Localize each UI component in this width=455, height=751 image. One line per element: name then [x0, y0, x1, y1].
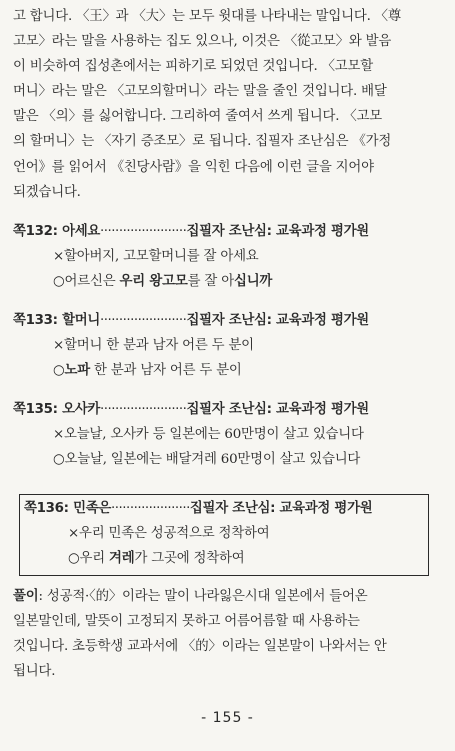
- leader-dots: ·······················: [100, 401, 187, 417]
- right-example: ○오늘날, 일본에는 배달겨레 60만명이 살고 있습니다: [53, 451, 361, 467]
- intro-paragraph: [13, 4, 439, 205]
- explanation-note: [13, 584, 439, 684]
- entry-author: 집필자 조난심:: [189, 500, 276, 516]
- entry-heading: [13, 398, 439, 422]
- entry-author: 집필자 조난심:: [186, 223, 272, 239]
- entry-word: 아세요: [62, 223, 101, 239]
- text-line: 이 비슷하여 집성촌에서는 피하기로 되었던 것입니다. 〈고모할: [13, 59, 373, 75]
- wrong-example: ×할아버지, 고모할머니를 잘 아세요: [53, 248, 259, 264]
- right-emphasis: 우리 왕고모: [119, 273, 188, 289]
- right-text: 가 그곳에 정착하여: [134, 550, 245, 566]
- correction-entry: [13, 309, 439, 383]
- note-line: [13, 584, 439, 609]
- entry-author: 집필자 조난심:: [186, 401, 272, 417]
- boxed-correction-entry: [19, 494, 429, 576]
- leader-dots: ·······················: [100, 223, 187, 239]
- text-line: 말은 〈의〉를 싫어합니다. 그리하여 줄여서 쓰게 됩니다. 〈고모: [13, 109, 382, 125]
- right-text: 를 잘 아: [187, 273, 234, 289]
- right-emphasis: 십니까: [233, 273, 273, 289]
- text-line: 고 합니다. 〈王〉과 〈大〉는 모두 윗대를 나타내는 말입니다. 〈尊: [13, 9, 402, 24]
- note-line: 일본말인데, 말뜻이 고정되지 못하고 어름어름할 때 사용하는: [13, 613, 360, 629]
- text-line: 고모〉라는 말을 사용하는 집도 있으나, 이것은 〈從고모〉와 발음: [13, 34, 392, 50]
- entry-heading: [13, 220, 439, 244]
- entry-page: 쪽136:: [24, 500, 69, 516]
- text-line: 되겠습니다.: [13, 184, 81, 200]
- text-line: 머니〉라는 말은 〈고모의할머니〉라는 말을 줄인 것입니다. 배달: [13, 84, 387, 100]
- entry-page: 쪽132:: [13, 223, 58, 239]
- leader-dots: ·······················: [100, 312, 187, 328]
- entry-dept: 교육과정 평가원: [276, 401, 369, 417]
- note-line: 됩니다.: [13, 664, 56, 680]
- right-text: ○어르신은: [53, 273, 120, 289]
- wrong-example: ×할머니 한 분과 남자 어른 두 분이: [53, 337, 254, 353]
- right-text: ○우리: [68, 550, 110, 566]
- right-example: [13, 358, 439, 383]
- right-example: [24, 546, 428, 571]
- correction-entry: [13, 398, 439, 472]
- right-emphasis: 노파: [64, 362, 90, 378]
- entry-heading: [24, 497, 428, 521]
- entry-dept: 교육과정 평가원: [279, 500, 373, 516]
- wrong-example: ×오늘날, 오사카 등 일본에는 60만명이 살고 있습니다: [53, 426, 364, 442]
- note-line: 것입니다. 초등학생 교과서에 〈的〉이라는 일본말이 나와서는 안: [13, 638, 387, 654]
- right-text: ○: [53, 362, 65, 378]
- right-example: [13, 269, 439, 294]
- right-text: 한 분과 남자 어른 두 분이: [89, 362, 242, 378]
- text-line: 언어》를 읽어서 《친당사람》을 익힌 다음에 이런 글을 지어야: [13, 159, 374, 175]
- entry-page: 쪽133:: [13, 312, 58, 328]
- entry-author: 집필자 조난심:: [186, 312, 272, 328]
- entry-dept: 교육과정 평가원: [276, 223, 369, 239]
- wrong-example: ×우리 민족은 성공적으로 정착하여: [68, 525, 270, 541]
- text-line: 의 할머니〉는 〈자기 증조모〉로 됩니다. 집필자 조난심은 《가정: [13, 134, 392, 150]
- page-number: - 155 -: [201, 710, 254, 726]
- entry-word: 민족은: [73, 500, 112, 516]
- entry-word: 오사카: [62, 401, 101, 417]
- correction-entry: [13, 220, 439, 294]
- entry-word: 할머니: [62, 312, 101, 328]
- leader-dots: ·····················: [111, 500, 190, 516]
- entry-heading: [13, 309, 439, 333]
- right-emphasis: 겨레: [109, 550, 135, 566]
- entry-dept: 교육과정 평가원: [276, 312, 369, 328]
- entry-page: 쪽135:: [13, 401, 58, 417]
- note-label: 풀이: [13, 588, 39, 604]
- note-text: : 성공적·〈的〉이라는 말이 나라잃은시대 일본에서 들어온: [38, 588, 368, 604]
